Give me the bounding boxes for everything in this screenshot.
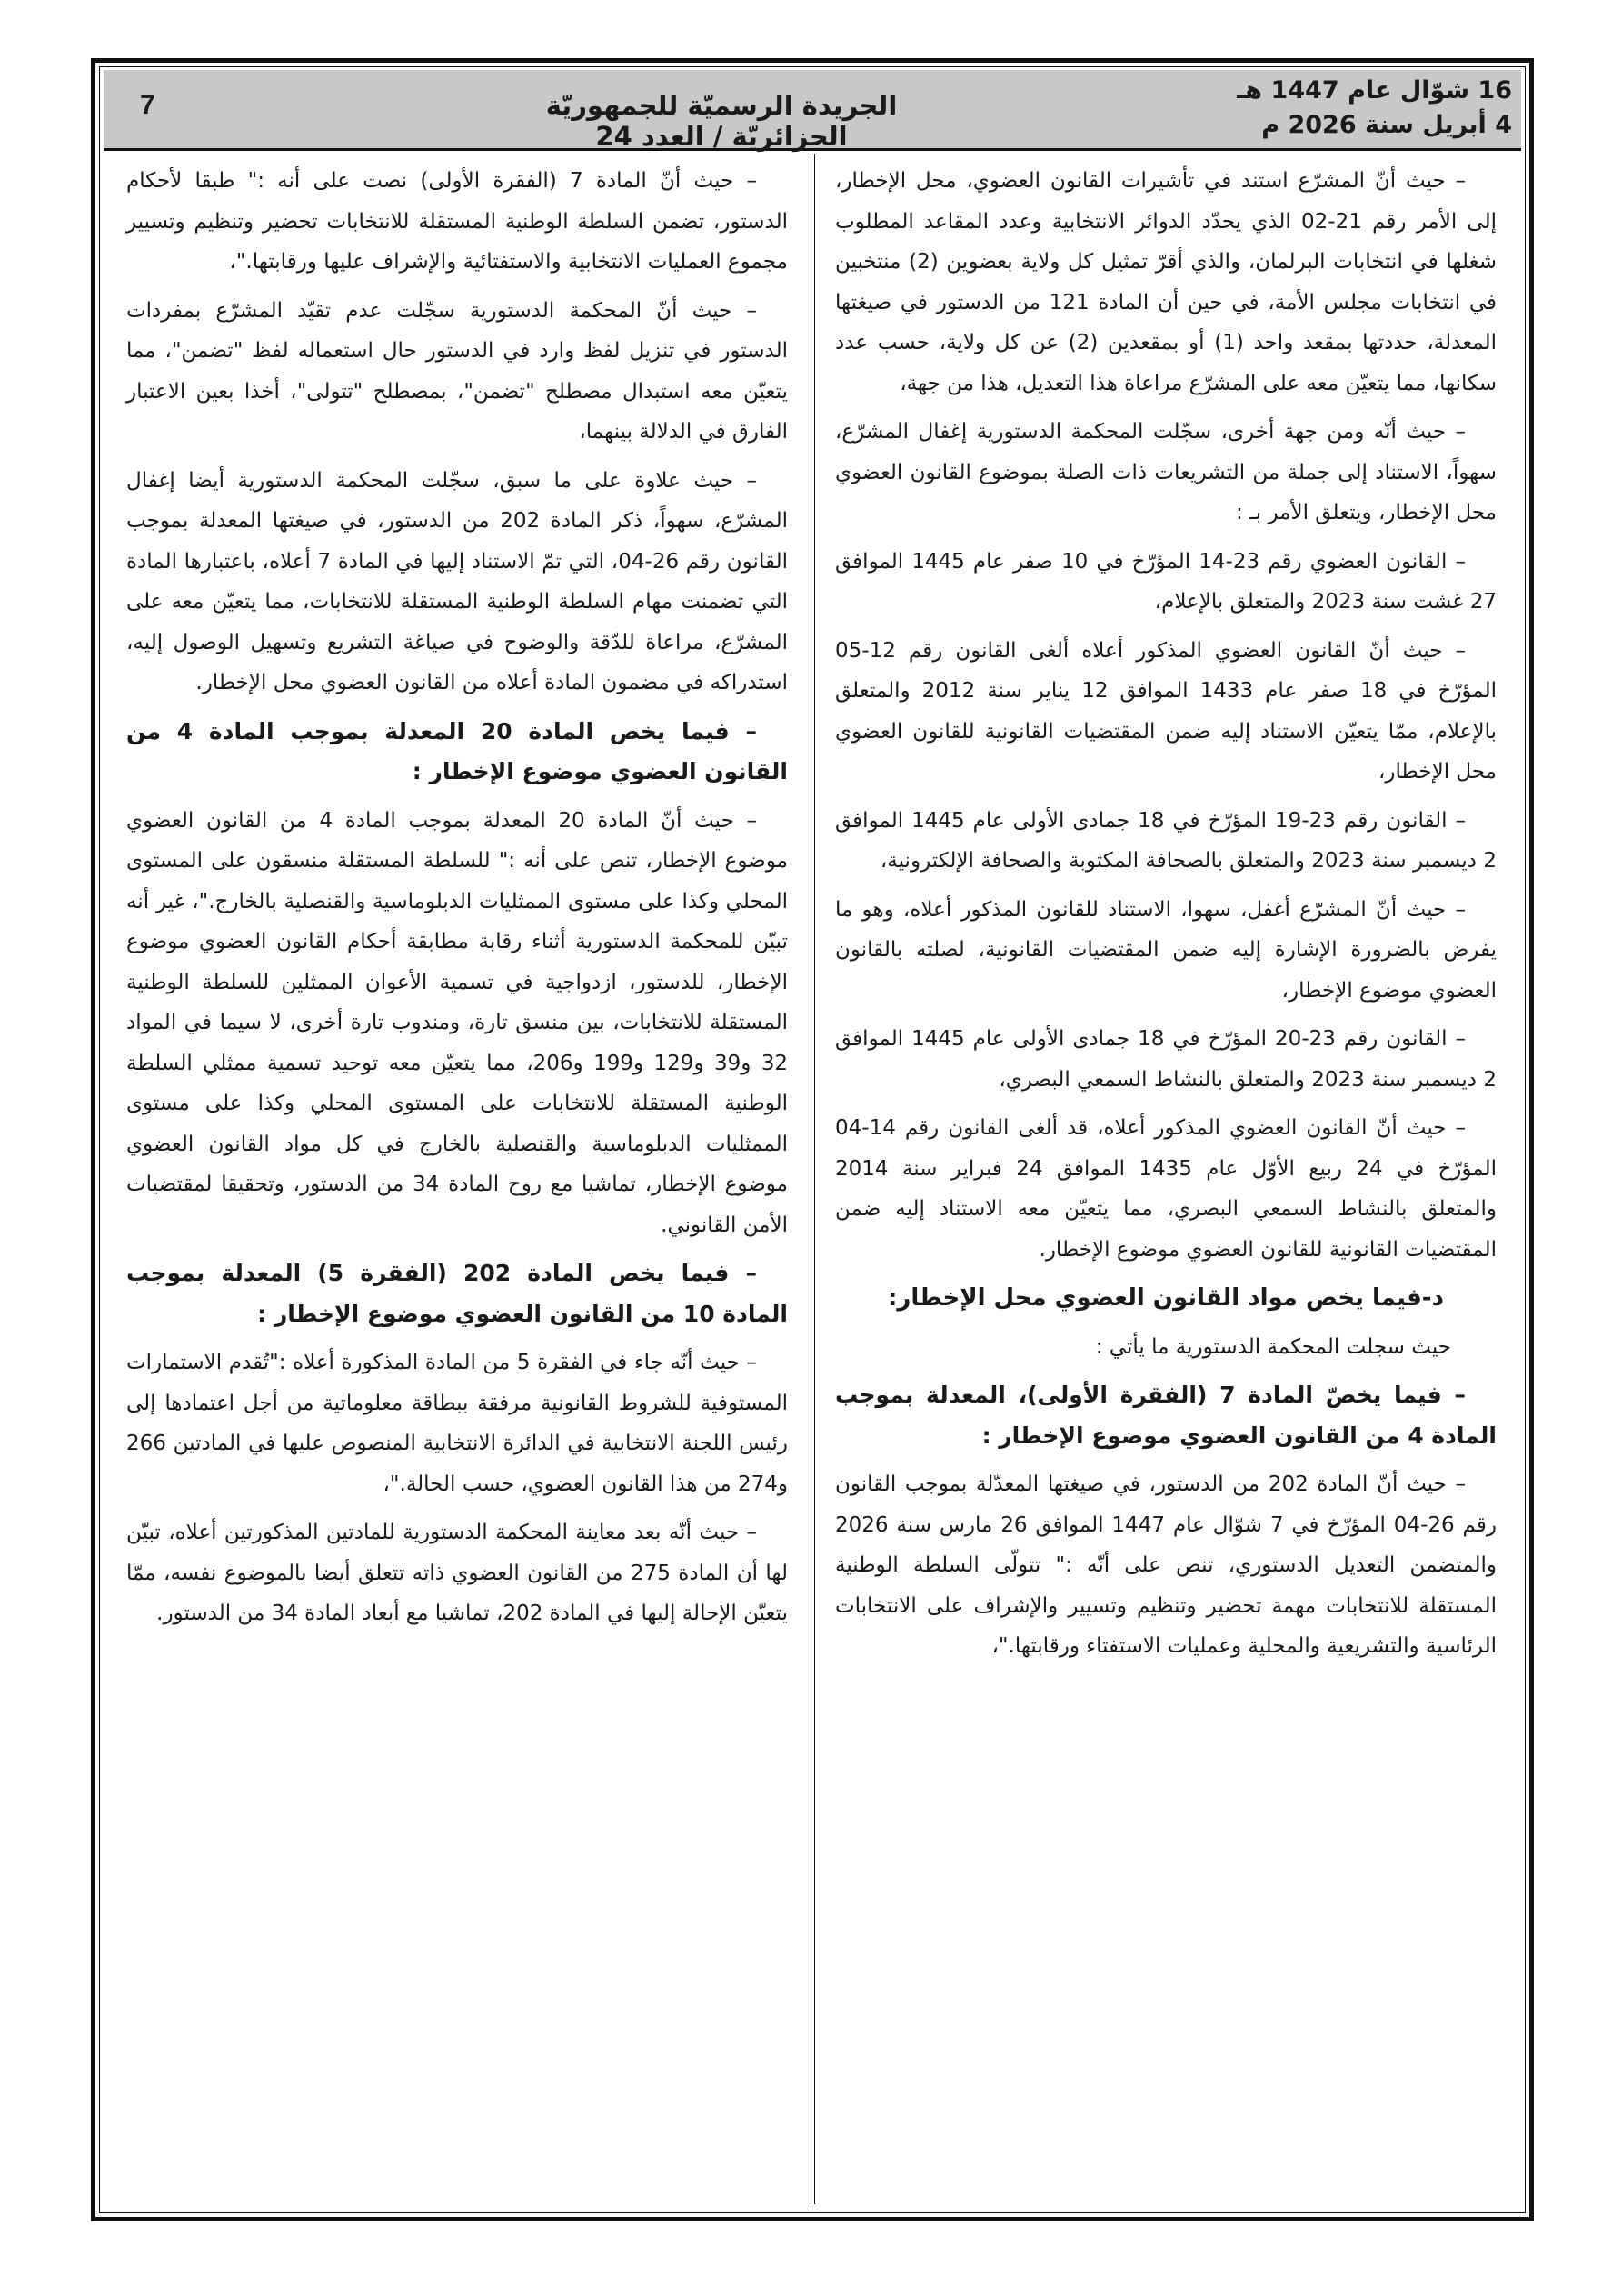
- issue-date: [1237, 74, 1512, 143]
- paragraph: – القانون رقم 23-19 المؤرّخ في 18 جمادى الأولى عام 1445 الموافق 2 ديسمبر سنة 2023 والمتعلق بالصحافة المكتوبة والصحافة الإلكترونية،: [835, 808, 1497, 873]
- left-column: [126, 161, 788, 1642]
- paragraph: – حيث أنّه جاء في الفقرة 5 من المادة المذكورة أعلاه :"تُقدم الاستمارات المستوفية للشروط القانونية مرفقة ببطاقة معلوماتية من أجل اعتمادها إلى رئيس اللجنة الانتخابية في الدائرة الانتخابية المنصوص عليها في المادتين 266 و274 من هذا القانون العضوي، حسب الحالة."،: [126, 1351, 788, 1496]
- paragraph: – القانون رقم 23-20 المؤرّخ في 18 جمادى الأولى عام 1445 الموافق 2 ديسمبر سنة 2023 والمتعلق بالنشاط السمعي البصري،: [835, 1027, 1497, 1092]
- right-column: [835, 161, 1497, 1675]
- paragraph: – حيث أنّه ومن جهة أخرى، سجّلت المحكمة الدستورية إغفال المشرّع، سهواً، الاستناد إلى جملة من التشريعات ذات الصلة بموضوع القانون العضوي محل الإخطار، ويتعلق الأمر بـ :: [835, 420, 1497, 524]
- page-number: 7: [140, 90, 155, 120]
- paragraph: – حيث أنّ المحكمة الدستورية سجّلت عدم تقيّد المشرّع بمفردات الدستور في تنزيل لفظ وارد في الدستور حال استعماله لفظ "تضمن"، مما يتعيّن معه استبدال مصطلح "تضمن"، بمصطلح "تتولى"، أخذا بعين الاعتبار الفارق في الدلالة بينهما،: [126, 298, 788, 444]
- paragraph: – حيث أنّ القانون العضوي المذكور أعلاه، قد ألغى القانون رقم 14-04 المؤرّخ في 24 ربيع الأوّل عام 1435 الموافق 24 فبراير سنة 2014 والمتعلق بالنشاط السمعي البصري، مما يتعيّن معه الاستناد إليه ضمن المقتضيات القانونية للقانون العضوي موضوع الإخطار.: [835, 1116, 1497, 1262]
- paragraph: – حيث أنّه بعد معاينة المحكمة الدستورية للمادتين المذكورتين أعلاه، تبيّن لها أن المادة 275 من القانون العضوي ذاته تتعلق أيضا بالموضوع نفسه، ممّا يتعيّن الإحالة إليها في المادة 202، تماشيا مع أبعاد المادة 34 من الدستور.: [126, 1521, 789, 1625]
- section-heading: – فيما يخص المادة 202 (الفقرة 5) المعدلة بموجب المادة 10 من القانون العضوي موضوع الإخطار :: [126, 1260, 788, 1327]
- section-heading: د-فيما يخص مواد القانون العضوي محل الإخطار:: [888, 1284, 1444, 1312]
- paragraph: – حيث أنّ المشرّع أغفل، سهوا، الاستناد للقانون المذكور أعلاه، وهو ما يفرض بالضرورة الإشارة إليه ضمن المقتضيات القانونية، لصلته بالقانون العضوي موضوع الإخطار،: [835, 897, 1497, 1003]
- paragraph: – حيث أنّ المادة 7 (الفقرة الأولى) نصت على أنه :" طبقا لأحكام الدستور، تضمن السلطة الوطنية المستقلة للانتخابات تحضير وتنظيم وتسيير مجموع العمليات الانتخابية والاستفتائية والإشراف عليها ورقابتها."،: [126, 169, 788, 274]
- column-divider: [811, 154, 815, 2204]
- page-frame: [91, 58, 1534, 2221]
- paragraph: – حيث علاوة على ما سبق، سجّلت المحكمة الدستورية أيضا إغفال المشرّع، سهواً، ذكر المادة 202 من الدستور، في صيغتها المعدلة بموجب القانون رقم 26-04، التي تمّ الاستناد إليها في المادة 7 أعلاه، باعتبارها المادة التي تضمنت مهام السلطة الوطنية المستقلة للانتخابات، مما يتعيّن معه على المشرّع، مراعاة للدّقة والوضوح في صياغة التشريع وتسهيل الوصول إليه، استدراكه في مضمون المادة أعلاه من القانون العضوي محل الإخطار.: [126, 468, 789, 694]
- journal-title: الجريدة الرسميّة للجمهوريّة الجزائريّة / العدد 24: [545, 90, 898, 152]
- page-header: [104, 70, 1521, 151]
- date-hijri: 16 شوّال عام 1447 هـ: [1237, 76, 1512, 105]
- section-heading: – فيما يخصّ المادة 7 (الفقرة الأولى)، المعدلة بموجب المادة 4 من القانون العضوي موضوع الإخطار :: [835, 1382, 1497, 1449]
- date-gregorian: 4 أبريل سنة 2026 م: [1261, 111, 1512, 139]
- paragraph: حيث سجلت المحكمة الدستورية ما يأتي :: [1095, 1334, 1451, 1359]
- paragraph: – حيث أنّ القانون العضوي المذكور أعلاه ألغى القانون رقم 12-05 المؤرّخ في 18 صفر عام 1433 الموافق 12 يناير سنة 2012 والمتعلق بالإعلام، ممّا يتعيّن الاستناد إليه ضمن المقتضيات القانونية للقانون العضوي محل الإخطار،: [835, 638, 1497, 784]
- section-heading: – فيما يخص المادة 20 المعدلة بموجب المادة 4 من القانون العضوي موضوع الإخطار :: [126, 717, 788, 784]
- paragraph: – حيث أنّ المادة 20 المعدلة بموجب المادة 4 من القانون العضوي موضوع الإخطار، تنص على أنه :" للسلطة المستقلة منسقون على المستوى المحلي وكذا على مستوى الممثليات الدبلوماسية والقنصلية بالخارج."، غير أنه تبيّن للمحكمة الدستورية أثناء رقابة مطابقة أحكام القانون العضوي موضوع الإخطار، للدستور، ازدواجية في تسمية الأعوان الممثلين للسلطة الوطنية المستقلة للانتخابات، بين منسق تارة، ومندوب تارة أخرى، لا سيما في المواد 32 و39 و129 و199 و206، مما يتعيّن معه توحيد تسمية ممثلي السلطة الوطنية المستقلة للانتخابات على المستوى المحلي وكذا على مستوى الممثليات الدبلوماسية والقنصلية بالخارج في كل مواد القانون العضوي موضوع الإخطار، تماشيا مع روح المادة 34 من الدستور، وتحقيقا لمقتضيات الأمن القانوني.: [126, 808, 789, 1237]
- paragraph: – حيث أنّ المادة 202 من الدستور، في صيغتها المعدّلة بموجب القانون رقم 26-04 المؤرّخ في 7 شوّال عام 1447 الموافق 26 مارس سنة 2026 والمتضمن التعديل الدستوري، تنص على أنّه :" تتولّى السلطة الوطنية المستقلة للانتخابات مهمة تحضير وتنظيم وتسيير والإشراف على الانتخابات الرئاسية والتشريعية والمحلية وعمليات الاستفتاء ورقابتها."،: [835, 1472, 1497, 1658]
- paragraph: – حيث أنّ المشرّع استند في تأشيرات القانون العضوي، محل الإخطار، إلى الأمر رقم 21-02 الذي يحدّد الدوائر الانتخابية وعدد المقاعد المطلوب شغلها في انتخابات البرلمان، والذي أقرّ تمثيل كل ولاية بعضوين (2) منتخبين في انتخابات مجلس الأمة، في حين أن المادة 121 من الدستور في صيغتها المعدلة، حددتها بمقعد واحد (1) أو بمقعدين (2) عن كل ولاية، حسب عدد سكانها، مما يتعيّن معه على المشرّع مراعاة هذا التعديل، هذا من جهة،: [835, 169, 1498, 395]
- paragraph: – القانون العضوي رقم 23-14 المؤرّخ في 10 صفر عام 1445 الموافق 27 غشت سنة 2023 والمتعلق بالإعلام،: [835, 549, 1497, 614]
